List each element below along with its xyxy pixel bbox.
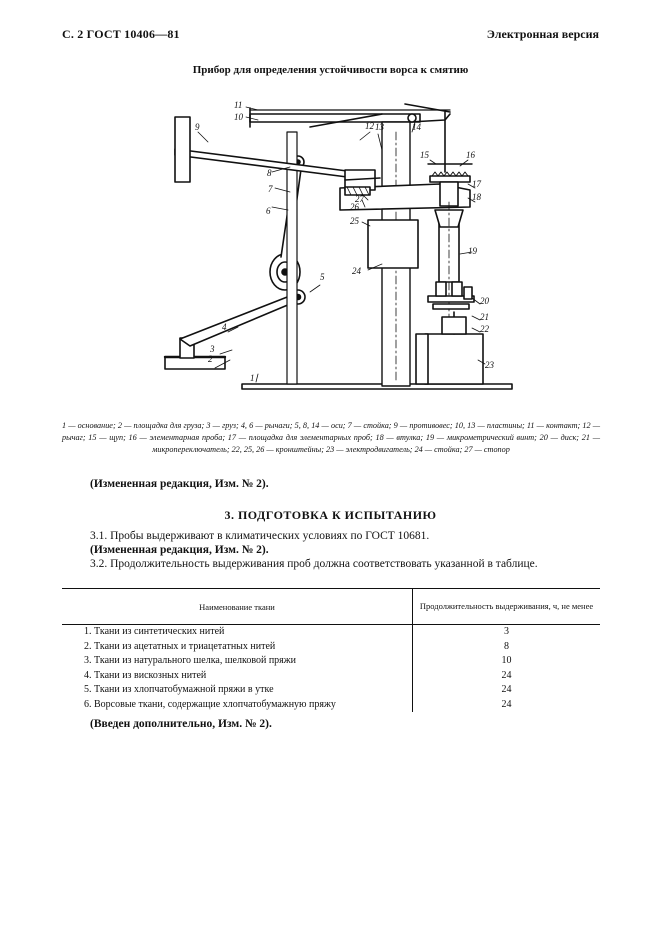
- table-row: [62, 640, 600, 655]
- callout: 12: [365, 121, 374, 131]
- callout: 23: [485, 360, 494, 370]
- counterweight-9: [175, 117, 190, 182]
- callout: 14: [412, 122, 421, 132]
- lever-4: [180, 292, 302, 346]
- table-cell-name: 5. Ткани из хлопчатобумажной пряжи в утке: [62, 683, 413, 698]
- table-cell-value: 10: [501, 655, 512, 666]
- callout: 3: [210, 344, 215, 354]
- page-header-left: С. 2 ГОСТ 10406—81: [62, 27, 180, 41]
- callout: 4: [222, 322, 227, 332]
- callout: 2: [208, 354, 213, 364]
- table-cell-value: 8: [504, 640, 509, 652]
- callout: 17: [472, 179, 481, 189]
- callout: 13: [375, 122, 384, 132]
- table-row: [62, 669, 600, 684]
- callout: 1: [250, 373, 255, 383]
- amendment-note-2: (Введен дополнительно, Изм. № 2).: [90, 718, 272, 730]
- callout: 27: [355, 194, 364, 204]
- callout: 7: [268, 184, 273, 194]
- callout: 21: [480, 312, 489, 322]
- callout: 18: [472, 192, 481, 202]
- figure-title: Прибор для определения устойчивости ворса к смятию: [192, 64, 469, 76]
- section-title: 3. ПОДГОТОВКА К ИСПЫТАНИЮ: [224, 508, 437, 522]
- paragraph-3-2: 3.2. Продолжительность выдерживания проб должна соответствовать указанной в таблице.: [90, 558, 538, 570]
- motor-23: [425, 334, 483, 384]
- callout: 5: [320, 272, 325, 282]
- table-cell-value: 24: [501, 669, 512, 681]
- top-plate: [250, 114, 420, 122]
- sample-platform: [430, 176, 470, 182]
- callout: 26: [350, 202, 359, 212]
- table-row: [62, 625, 600, 640]
- counterweight-arm: [175, 149, 355, 178]
- conditioning-table: [62, 588, 600, 712]
- callout: 25: [350, 216, 359, 226]
- callout: 16: [466, 150, 475, 160]
- table-cell-value: 24: [501, 684, 512, 695]
- callout: 10: [234, 112, 243, 122]
- table-cell-name: 6. Ворсовые ткани, содержащие хлопчатобумажную пряжу: [62, 698, 413, 713]
- table-cell-value: 3: [504, 626, 509, 637]
- table-header-fabric: Наименование ткани: [62, 589, 413, 625]
- callout: 20: [480, 296, 489, 306]
- table-cell-name: 2. Ткани из ацетатных и триацетатных нитей: [62, 640, 413, 655]
- table-row: [62, 698, 600, 713]
- table-row: [62, 654, 600, 669]
- callout: 22: [480, 324, 489, 334]
- device-drawing: [150, 92, 530, 412]
- callout: 6: [266, 206, 271, 216]
- table-cell-name: 1. Ткани из синтетических нитей: [62, 625, 413, 640]
- amendment-note-1: (Измененная редакция, Изм. № 2).: [90, 478, 269, 490]
- paragraph-3-1: 3.1. Пробы выдерживают в климатических условиях по ГОСТ 10681.: [90, 530, 430, 542]
- table-header-duration: Продолжительность выдерживания, ч, не менее: [413, 589, 601, 625]
- table-row: [62, 683, 600, 698]
- table-cell-name: 3. Ткани из натурального шелка, шелковой пряжи: [62, 654, 413, 669]
- figure-legend: 1 — основание; 2 — площадка для груза; 3 — груз; 4, 6 — рычаги; 5, 8, 14 — оси; 7 — стойка; 9 — противовес; 10, 13 — пластины; 11 — контакт; 12 — рычаг; 15 — щуп; 16 — элементарная проба; 17 — площадка для элементарных проб; 18 — втулка; 19 — микрометрический винт; 20 — диск; 21 — микропереключатель; 22, 25, 26 — кронштейны; 23 — электродвигатель; 24 — стойка; 27 — стопор: [62, 421, 600, 454]
- table-cell-value: 24: [501, 698, 512, 710]
- callout: 11: [234, 100, 243, 110]
- amendment-note-3-1: (Измененная редакция, Изм. № 2).: [90, 544, 269, 556]
- callout: 9: [195, 122, 200, 132]
- callout: 24: [352, 266, 361, 276]
- bracket-25: [368, 220, 418, 268]
- callout: 15: [420, 150, 429, 160]
- callout: 19: [468, 246, 477, 256]
- table-cell-name: 4. Ткани из вискозных нитей: [62, 669, 413, 684]
- callout: 8: [267, 168, 272, 178]
- page-header-right: Электронная версия: [486, 27, 599, 41]
